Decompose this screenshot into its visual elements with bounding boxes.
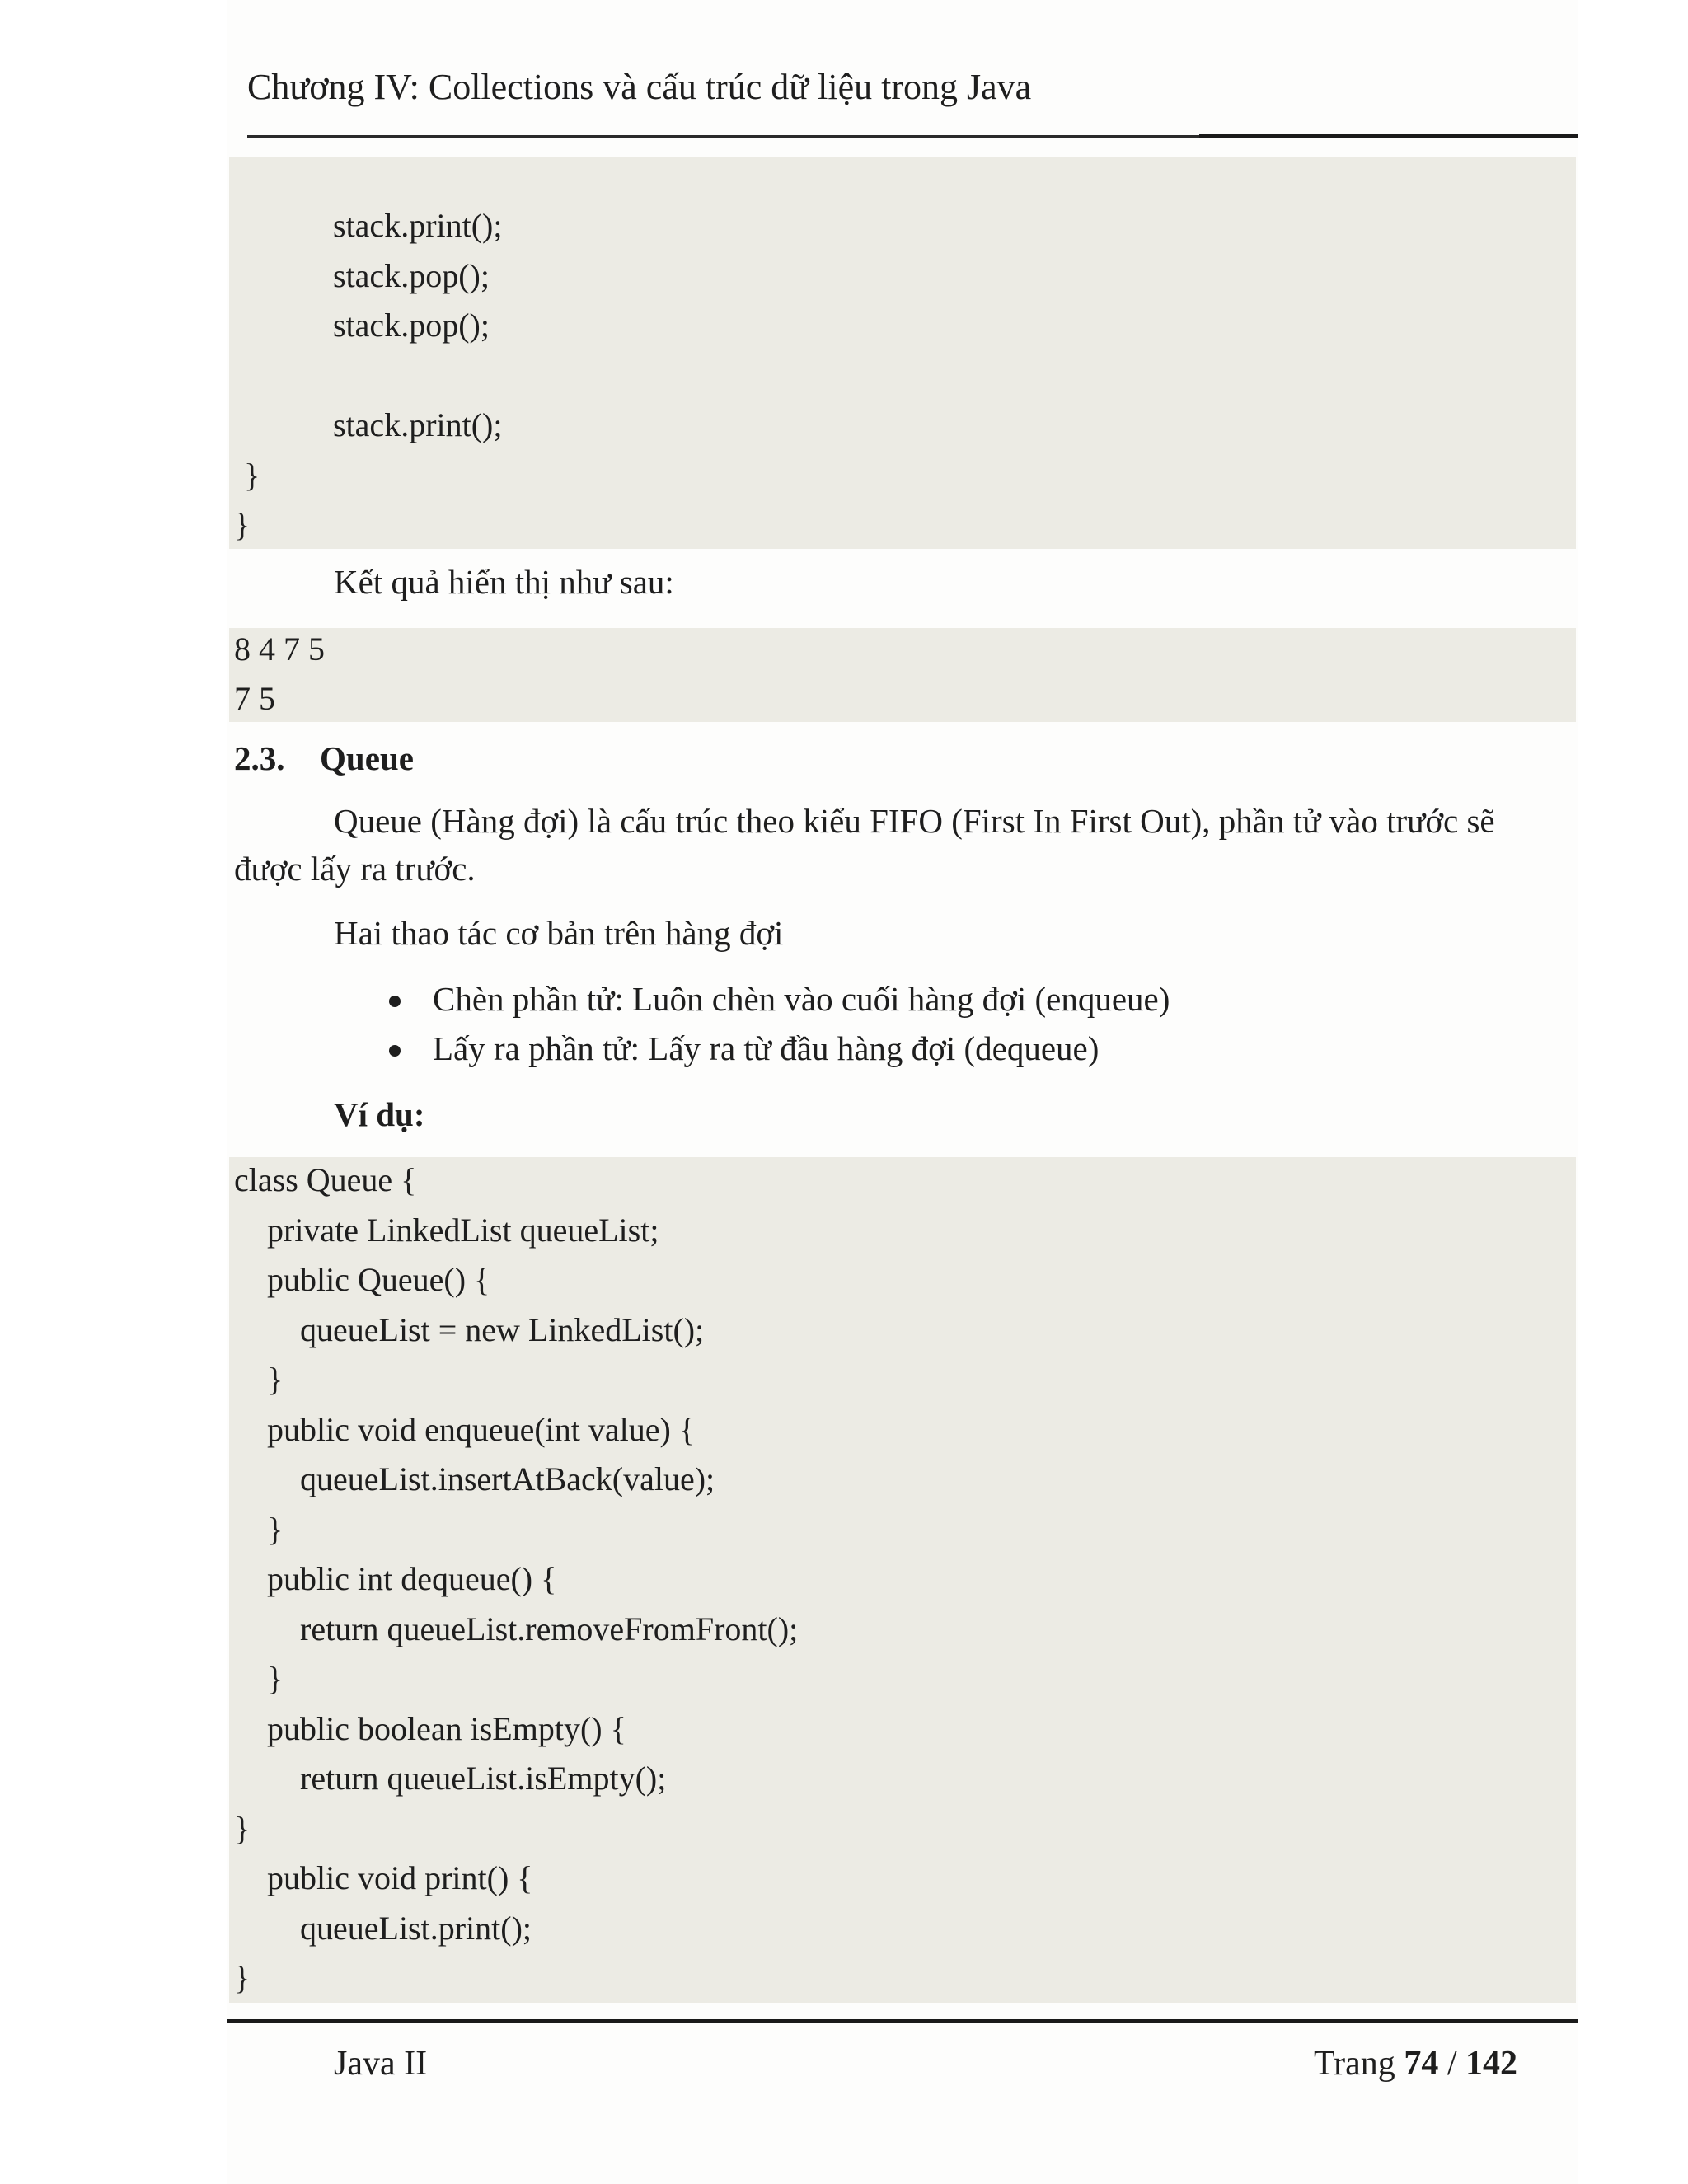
code-line: } bbox=[244, 456, 260, 494]
section-title: Queue bbox=[320, 739, 414, 777]
bullet-icon bbox=[389, 996, 401, 1007]
code-line: public void print() { bbox=[267, 1859, 533, 1896]
code-line: class Queue { bbox=[234, 1161, 417, 1198]
code-line: stack.pop(); bbox=[333, 256, 490, 294]
code-line: stack.print(); bbox=[333, 406, 503, 443]
code-block-queue bbox=[229, 1157, 1576, 2003]
code-line: queueList.insertAtBack(value); bbox=[300, 1460, 715, 1497]
output-block bbox=[229, 628, 1576, 722]
code-line: } bbox=[234, 1809, 251, 1847]
example-label: Ví dụ: bbox=[334, 1095, 425, 1133]
section-heading bbox=[234, 738, 414, 778]
section-number: 2.3. bbox=[234, 739, 285, 777]
footer-course: Java II bbox=[334, 2045, 428, 2083]
code-line: } bbox=[267, 1361, 284, 1398]
footer-rule bbox=[227, 2019, 1578, 2023]
page-prefix: Trang bbox=[1314, 2045, 1395, 2083]
header-rule-accent bbox=[1199, 134, 1578, 138]
code-line: } bbox=[267, 1660, 284, 1697]
code-line: queueList.print(); bbox=[300, 1909, 532, 1947]
result-label: Kết quả hiển thị như sau: bbox=[334, 563, 674, 601]
page-separator: / bbox=[1438, 2045, 1465, 2083]
code-line: public void enqueue(int value) { bbox=[267, 1410, 696, 1448]
footer-page-number bbox=[1314, 2044, 1517, 2083]
code-line: } bbox=[234, 506, 251, 543]
header-rule bbox=[247, 135, 1203, 138]
code-line: private LinkedList queueList; bbox=[267, 1211, 659, 1249]
code-block-stack-end bbox=[229, 157, 1576, 549]
code-line: return queueList.removeFromFront(); bbox=[300, 1610, 799, 1647]
output-line: 8 4 7 5 bbox=[234, 630, 325, 668]
paragraph-line: Queue (Hàng đợi) là cấu trúc theo kiểu FIFO (First In First Out), phần tử vào trước sẽ bbox=[334, 802, 1495, 840]
code-line: public Queue() { bbox=[267, 1261, 490, 1298]
code-line: return queueList.isEmpty(); bbox=[300, 1760, 667, 1797]
chapter-header: Chương IV: Collections và cấu trúc dữ liệu trong Java bbox=[247, 67, 1032, 107]
code-line: } bbox=[234, 1959, 251, 1996]
bullet-item-dequeue: Lấy ra phần tử: Lấy ra từ đầu hàng đợi (dequeue) bbox=[433, 1029, 1100, 1067]
code-line: stack.print(); bbox=[333, 207, 503, 244]
paragraph-line: được lấy ra trước. bbox=[234, 850, 476, 888]
page-total: 142 bbox=[1465, 2045, 1517, 2083]
page-current: 74 bbox=[1404, 2045, 1439, 2083]
code-line: stack.pop(); bbox=[333, 307, 490, 344]
output-line: 7 5 bbox=[234, 680, 275, 717]
code-line: public int dequeue() { bbox=[267, 1560, 557, 1597]
bullet-item-enqueue: Chèn phần tử: Luôn chèn vào cuối hàng đợi (enqueue) bbox=[433, 980, 1170, 1018]
code-line: queueList = new LinkedList(); bbox=[300, 1310, 705, 1348]
code-line: } bbox=[267, 1510, 284, 1548]
code-line: public boolean isEmpty() { bbox=[267, 1709, 626, 1747]
operations-intro: Hai thao tác cơ bản trên hàng đợi bbox=[334, 914, 784, 952]
bullet-icon bbox=[389, 1045, 401, 1057]
